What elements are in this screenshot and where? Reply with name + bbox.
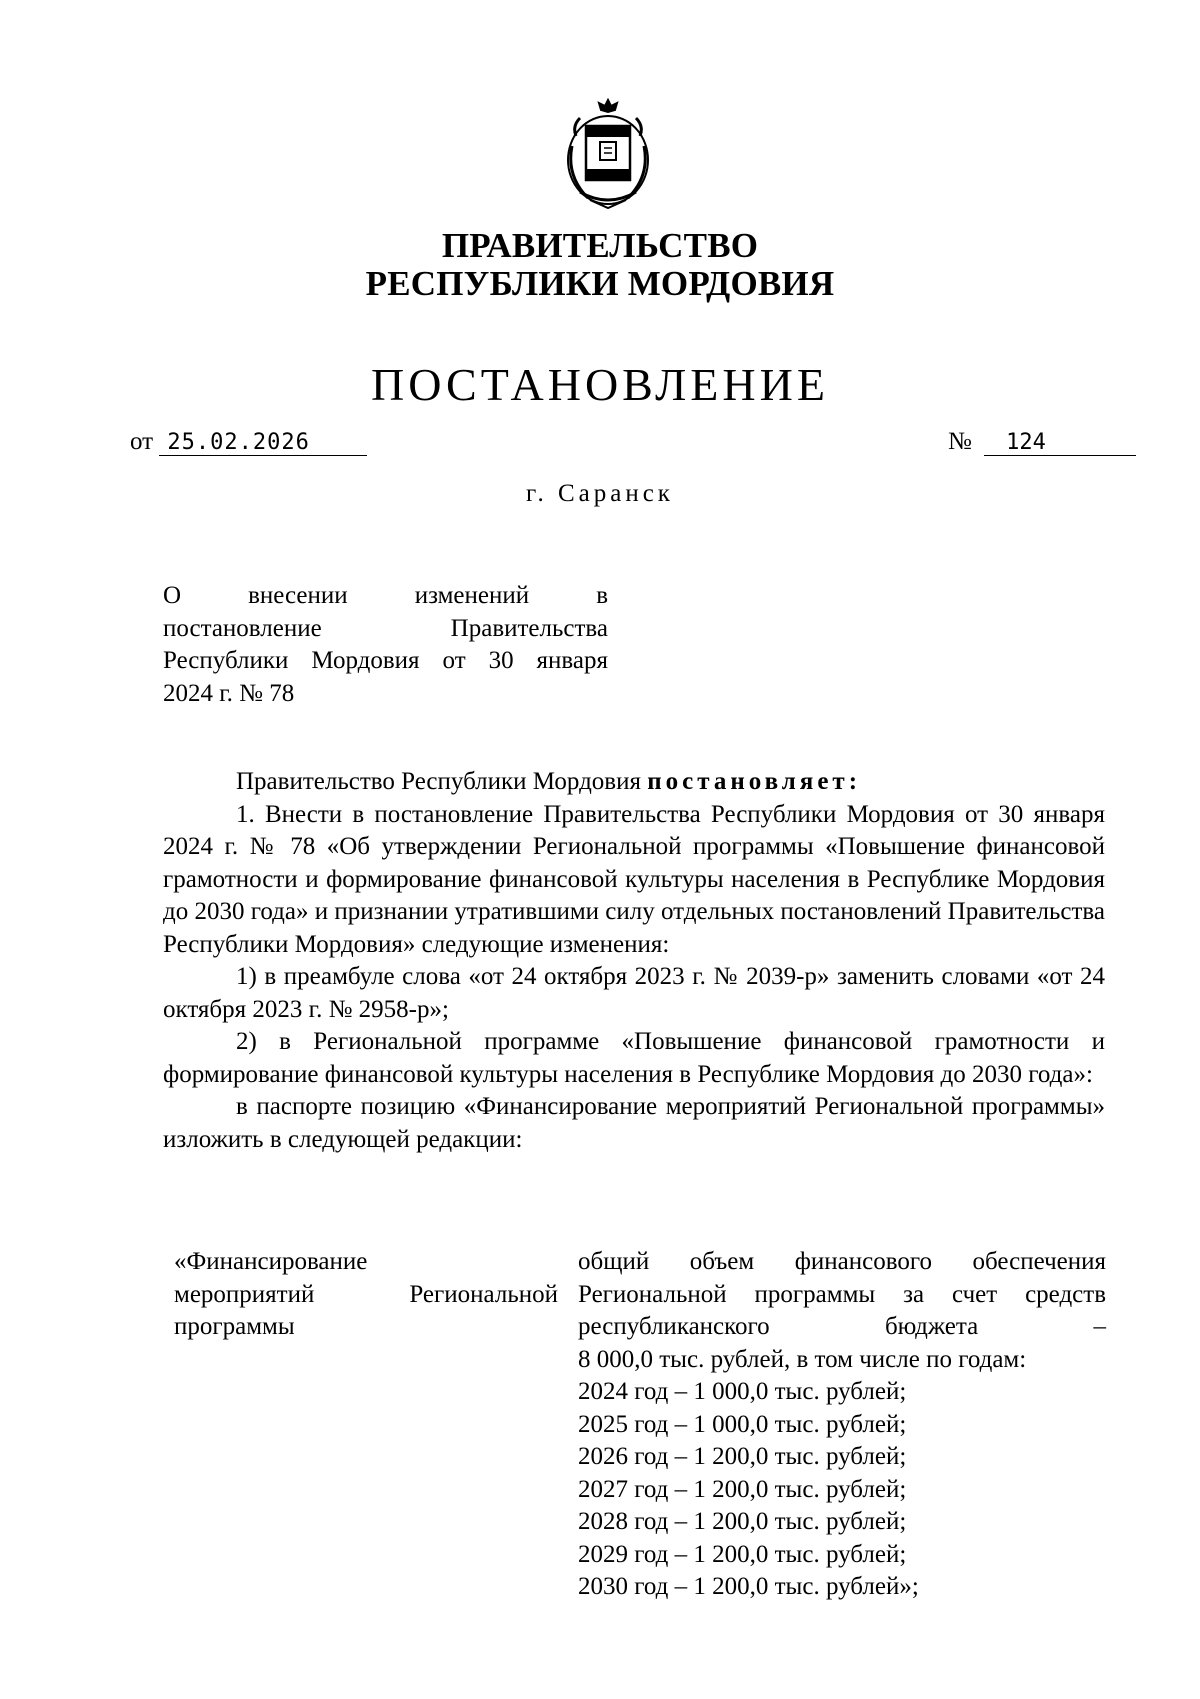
year-list — [578, 1376, 1106, 1604]
value-line: Региональной программы за счет средств — [578, 1280, 1106, 1308]
subject-line: 2024 г. № 78 — [163, 679, 295, 707]
year-item: 2024 год – 1 000,0 тыс. рублей; — [578, 1378, 907, 1405]
document-city: г. Саранск — [526, 480, 674, 507]
financing-label — [174, 1246, 558, 1344]
subject-line: постановление Правительства — [163, 614, 608, 642]
label-line: программы — [174, 1313, 295, 1340]
year-item: 2025 год – 1 000,0 тыс. рублей; — [578, 1410, 907, 1438]
document-number — [948, 428, 1136, 456]
org-name-line1: ПРАВИТЕЛЬСТВО — [441, 226, 759, 265]
paragraph-3: 2) в Региональной программе «Повышение финансовой грамотности и формирование финансовой культуры населения в Республике Мордовия до 2030 года»: — [163, 1028, 1105, 1088]
number-value: 124 — [984, 430, 1136, 456]
year-item: 2030 год – 1 200,0 тыс. рублей»; — [578, 1573, 919, 1600]
date-value: 25.02.2026 — [159, 430, 367, 456]
subject-line: О внесении изменений в — [163, 582, 608, 609]
paragraph-4: в паспорте позицию «Финансирование мероприятий Региональной программы» изложить в следующей редакции: — [163, 1093, 1105, 1153]
intro-text: Правительство Республики Мордовия — [236, 768, 648, 795]
document-body — [163, 766, 1105, 1156]
paragraph-1: 1. Внести в постановление Правительства Республики Мордовия от 30 января 2024 г. № 78 «Об утверждении Региональной программы «Повышение финансовой грамотности и формирование финансовой культуры населения в Республике Мордовия до 2030 года» и признании утратившими силу отдельных постановлений Правительства Республики Мордовия» следующие изменения: — [163, 800, 1105, 958]
value-line: 8 000,0 тыс. рублей, в том числе по годам: — [578, 1345, 1027, 1373]
year-item: 2026 год – 1 200,0 тыс. рублей; — [578, 1443, 907, 1470]
value-line: общий объем финансового обеспечения — [578, 1248, 1106, 1275]
number-prefix: № — [948, 428, 972, 455]
paragraph-2: 1) в преамбуле слова «от 24 октября 2023 г. № 2039-р» заменить словами «от 24 октября 2023 г. № 2958-р»; — [163, 963, 1105, 1023]
financing-value — [578, 1246, 1106, 1604]
date-prefix: от — [130, 428, 154, 455]
label-line: «Финансирование — [174, 1248, 368, 1275]
resolution-intro — [163, 766, 1105, 799]
intro-keyword: постановляет: — [647, 768, 862, 795]
document-subject — [163, 580, 608, 710]
document-date — [130, 428, 367, 456]
coat-of-arms-icon — [560, 96, 656, 212]
org-name-line2: РЕСПУБЛИКИ МОРДОВИЯ — [365, 264, 835, 303]
subject-line: Республики Мордовия от 30 января — [163, 647, 608, 674]
label-line: мероприятий Региональной — [174, 1280, 558, 1308]
year-item: 2027 год – 1 200,0 тыс. рублей; — [578, 1475, 907, 1503]
year-item: 2029 год – 1 200,0 тыс. рублей; — [578, 1540, 907, 1568]
year-item: 2028 год – 1 200,0 тыс. рублей; — [578, 1508, 907, 1535]
document-type-title: ПОСТАНОВЛЕНИЕ — [371, 359, 829, 410]
value-line: республиканского бюджета – — [578, 1313, 1106, 1340]
